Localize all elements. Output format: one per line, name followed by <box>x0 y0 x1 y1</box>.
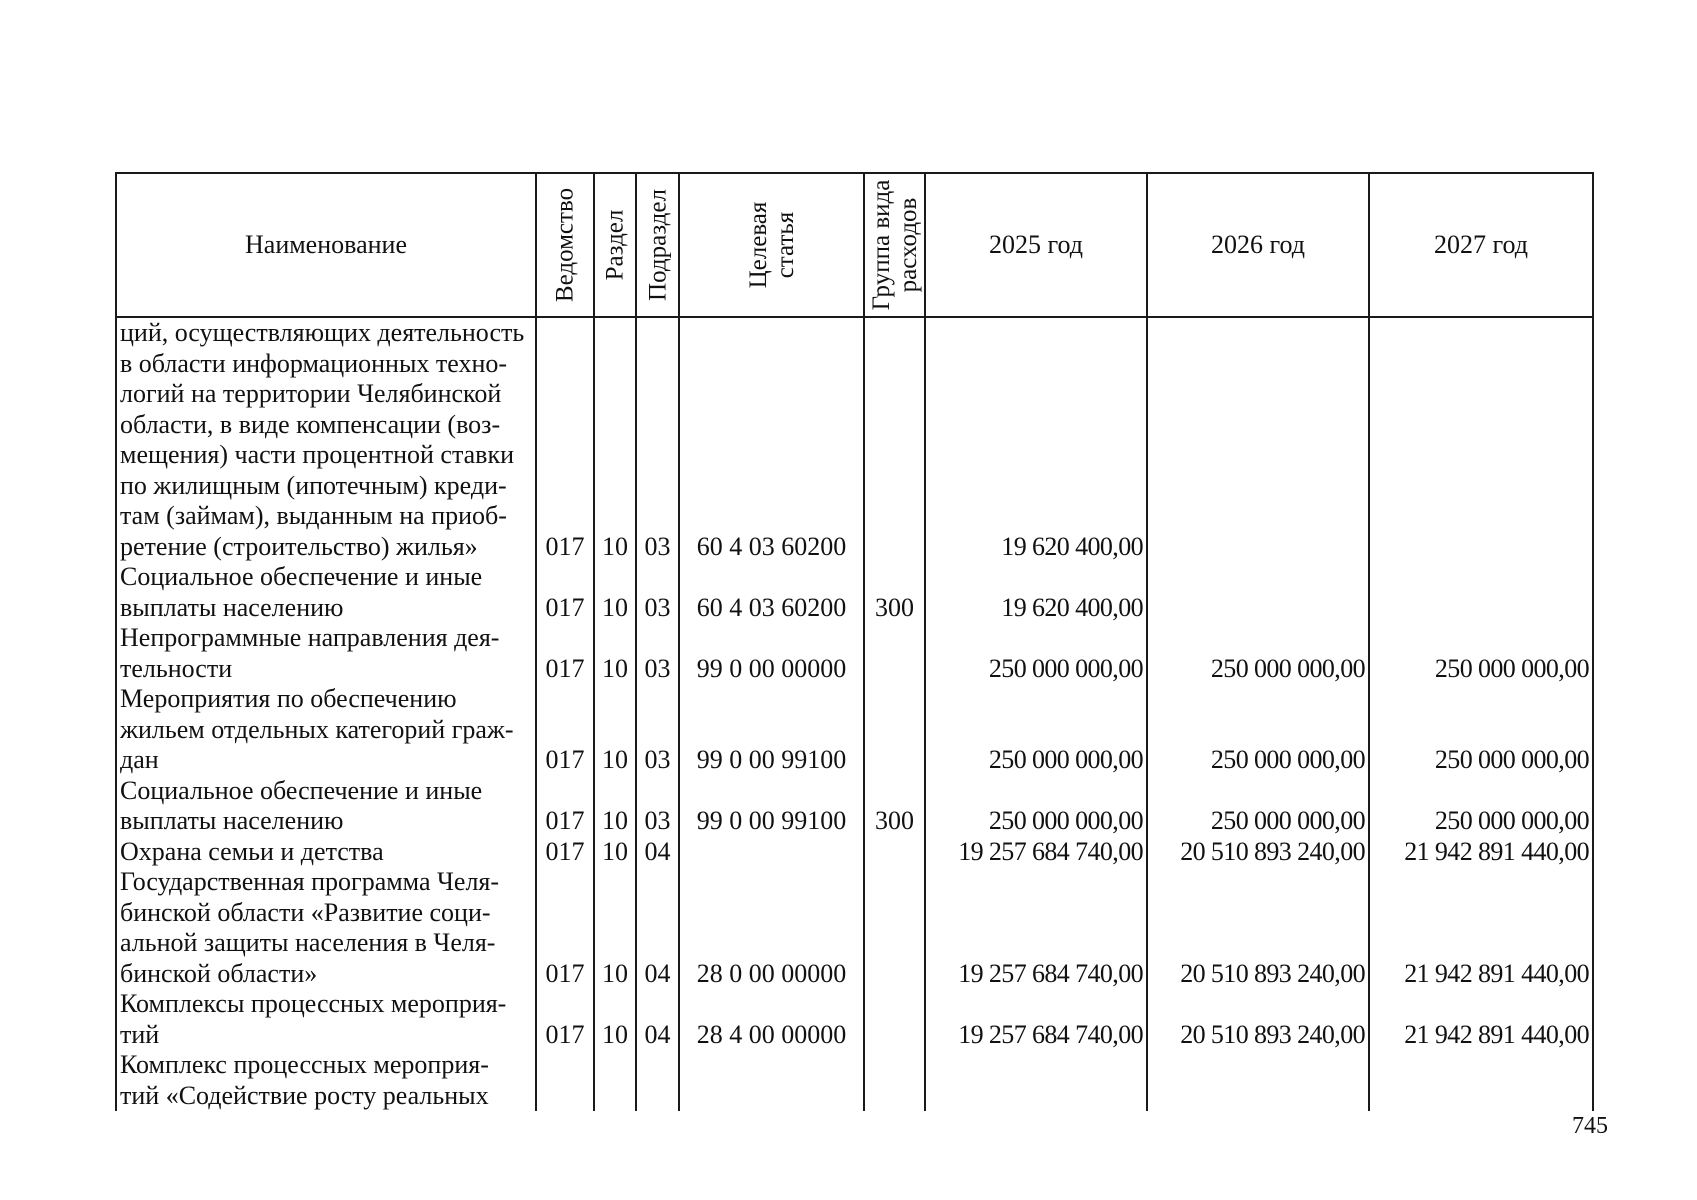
cell-name-line: области, в виде компенсации (воз- <box>120 409 501 439</box>
cell-amount-2027 <box>1369 562 1593 623</box>
cell-section: 10 <box>594 562 636 623</box>
cell-name-line: Социальное обеспечение и иные <box>120 562 483 591</box>
cell-expense-group <box>864 837 925 868</box>
cell-amount-2026: 20 510 893 240,00 <box>1147 837 1369 868</box>
table-row <box>116 684 1593 776</box>
cell-subsection: 03 <box>636 684 679 776</box>
header-target-article-line2: статья <box>771 211 799 279</box>
cell-amount-2025: 19 620 400,00 <box>925 562 1147 623</box>
header-department <box>536 173 594 317</box>
cell-amount-2027 <box>1369 1050 1593 1111</box>
cell-subsection: 04 <box>636 867 679 989</box>
cell-department: 017 <box>536 989 594 1050</box>
cell-expense-group: 300 <box>864 562 925 623</box>
cell-amount-2026: 20 510 893 240,00 <box>1147 989 1369 1050</box>
header-target-article <box>679 173 864 317</box>
cell-department: 017 <box>536 837 594 868</box>
cell-target-article: 99 0 00 99100 <box>679 684 864 776</box>
table-row <box>116 837 1593 868</box>
cell-target-article: 60 4 03 60200 <box>679 562 864 623</box>
cell-subsection: 04 <box>636 989 679 1050</box>
cell-amount-2026: 250 000 000,00 <box>1147 623 1369 684</box>
cell-section: 10 <box>594 776 636 837</box>
cell-subsection: 03 <box>636 317 679 562</box>
cell-name <box>116 989 536 1050</box>
cell-amount-2026 <box>1147 317 1369 562</box>
cell-expense-group <box>864 1050 925 1111</box>
cell-name <box>116 837 536 868</box>
header-expense-group <box>864 173 925 317</box>
cell-subsection: 04 <box>636 837 679 868</box>
cell-name-line: мещения) части процентной ставки <box>120 440 514 469</box>
cell-department: 017 <box>536 684 594 776</box>
cell-amount-2025 <box>925 1050 1147 1111</box>
cell-amount-2026 <box>1147 562 1369 623</box>
cell-name-line: ций, осуществляющих деятельность <box>120 318 525 347</box>
cell-subsection <box>636 1050 679 1111</box>
cell-department: 017 <box>536 867 594 989</box>
header-expense-group-line2: расходов <box>894 197 922 293</box>
cell-subsection: 03 <box>636 562 679 623</box>
header-year-2026: 2026 год <box>1147 173 1369 317</box>
cell-target-article: 28 0 00 00000 <box>679 867 864 989</box>
cell-target-article <box>679 1050 864 1111</box>
cell-name-line: выплаты населению <box>120 592 344 622</box>
table-header-row <box>116 173 1593 317</box>
table-row <box>116 776 1593 837</box>
header-name: Наименование <box>116 173 536 317</box>
cell-name-line: выплаты населению <box>120 806 344 835</box>
cell-name-line: дан <box>120 745 159 774</box>
header-year-2025: 2025 год <box>925 173 1147 317</box>
cell-name-line: по жилищным (ипотечным) креди- <box>120 470 507 500</box>
cell-amount-2027 <box>1369 317 1593 562</box>
cell-amount-2026: 250 000 000,00 <box>1147 776 1369 837</box>
cell-department: 017 <box>536 623 594 684</box>
cell-expense-group <box>864 989 925 1050</box>
cell-name-line: Охрана семьи и детства <box>120 836 384 866</box>
cell-name-line: Мероприятия по обеспечению <box>120 684 457 713</box>
cell-name-line: Непрограммные направления дея- <box>120 623 500 652</box>
cell-name-line: ретение (строительство) жилья» <box>120 531 478 561</box>
header-target-article-line1: Целевая <box>744 201 772 289</box>
cell-amount-2026 <box>1147 1050 1369 1111</box>
cell-name-line: альной защиты населения в Челя- <box>120 928 496 957</box>
cell-expense-group <box>864 317 925 562</box>
cell-name-line: бинской области «Развитие соци- <box>120 897 491 927</box>
cell-name <box>116 867 536 989</box>
cell-subsection: 03 <box>636 623 679 684</box>
cell-expense-group <box>864 867 925 989</box>
cell-expense-group: 300 <box>864 776 925 837</box>
cell-expense-group <box>864 684 925 776</box>
cell-name <box>116 684 536 776</box>
cell-name-line: Комплекс процессных мероприя- <box>120 1050 489 1079</box>
cell-amount-2027: 21 942 891 440,00 <box>1369 867 1593 989</box>
budget-table <box>115 172 1594 1111</box>
header-subsection-label: Подраздел <box>644 189 671 301</box>
table-row <box>116 867 1593 989</box>
cell-section: 10 <box>594 623 636 684</box>
table-row <box>116 317 1593 562</box>
header-section <box>594 173 636 317</box>
cell-name-line: Государственная программа Челя- <box>120 867 500 896</box>
header-year-2027: 2027 год <box>1369 173 1593 317</box>
cell-target-article: 60 4 03 60200 <box>679 317 864 562</box>
cell-amount-2027: 21 942 891 440,00 <box>1369 989 1593 1050</box>
cell-amount-2025: 19 257 684 740,00 <box>925 989 1147 1050</box>
cell-department <box>536 1050 594 1111</box>
cell-amount-2026: 20 510 893 240,00 <box>1147 867 1369 989</box>
cell-section: 10 <box>594 989 636 1050</box>
cell-amount-2025: 250 000 000,00 <box>925 684 1147 776</box>
table-row <box>116 1050 1593 1111</box>
header-subsection <box>636 173 679 317</box>
cell-name-line: Социальное обеспечение и иные <box>120 775 483 805</box>
cell-amount-2027: 250 000 000,00 <box>1369 623 1593 684</box>
table-body <box>116 317 1593 1111</box>
cell-name <box>116 1050 536 1111</box>
cell-name-line: в области информационных техно- <box>120 348 508 378</box>
cell-name-line: тий <box>120 1019 160 1049</box>
cell-section: 10 <box>594 317 636 562</box>
cell-department: 017 <box>536 562 594 623</box>
cell-amount-2025: 19 620 400,00 <box>925 317 1147 562</box>
cell-section <box>594 1050 636 1111</box>
cell-department: 017 <box>536 317 594 562</box>
cell-department: 017 <box>536 776 594 837</box>
cell-amount-2025: 19 257 684 740,00 <box>925 867 1147 989</box>
cell-amount-2027: 250 000 000,00 <box>1369 776 1593 837</box>
table-row <box>116 623 1593 684</box>
cell-name-line: Комплексы процессных мероприя- <box>120 989 507 1018</box>
cell-name-line: тий «Содействие росту реальных <box>120 1080 489 1110</box>
cell-amount-2025: 250 000 000,00 <box>925 776 1147 837</box>
cell-target-article <box>679 837 864 868</box>
header-expense-group-line1: Группа вида <box>867 179 895 311</box>
cell-target-article: 28 4 00 00000 <box>679 989 864 1050</box>
cell-name <box>116 623 536 684</box>
cell-name-line: там (займам), выданным на приоб- <box>120 501 507 530</box>
cell-expense-group <box>864 623 925 684</box>
cell-amount-2025: 250 000 000,00 <box>925 623 1147 684</box>
cell-amount-2027: 250 000 000,00 <box>1369 684 1593 776</box>
cell-amount-2027: 21 942 891 440,00 <box>1369 837 1593 868</box>
cell-name-line: бинской области» <box>120 958 318 988</box>
cell-name <box>116 317 536 562</box>
header-department-label: Ведомство <box>551 187 579 303</box>
cell-subsection: 03 <box>636 776 679 837</box>
table-row <box>116 562 1593 623</box>
cell-amount-2026: 250 000 000,00 <box>1147 684 1369 776</box>
cell-target-article: 99 0 00 00000 <box>679 623 864 684</box>
cell-name-line: тельности <box>120 653 233 683</box>
cell-name <box>116 776 536 837</box>
cell-section: 10 <box>594 684 636 776</box>
cell-target-article: 99 0 00 99100 <box>679 776 864 837</box>
cell-name-line: жильем отдельных категорий граж- <box>120 714 514 744</box>
cell-amount-2025: 19 257 684 740,00 <box>925 837 1147 868</box>
page-number: 745 <box>1572 1113 1608 1139</box>
cell-name-line: логий на территории Челябинской <box>120 379 502 408</box>
table-row <box>116 989 1593 1050</box>
cell-section: 10 <box>594 867 636 989</box>
cell-section: 10 <box>594 837 636 868</box>
header-section-label: Раздел <box>601 209 629 281</box>
cell-name <box>116 562 536 623</box>
